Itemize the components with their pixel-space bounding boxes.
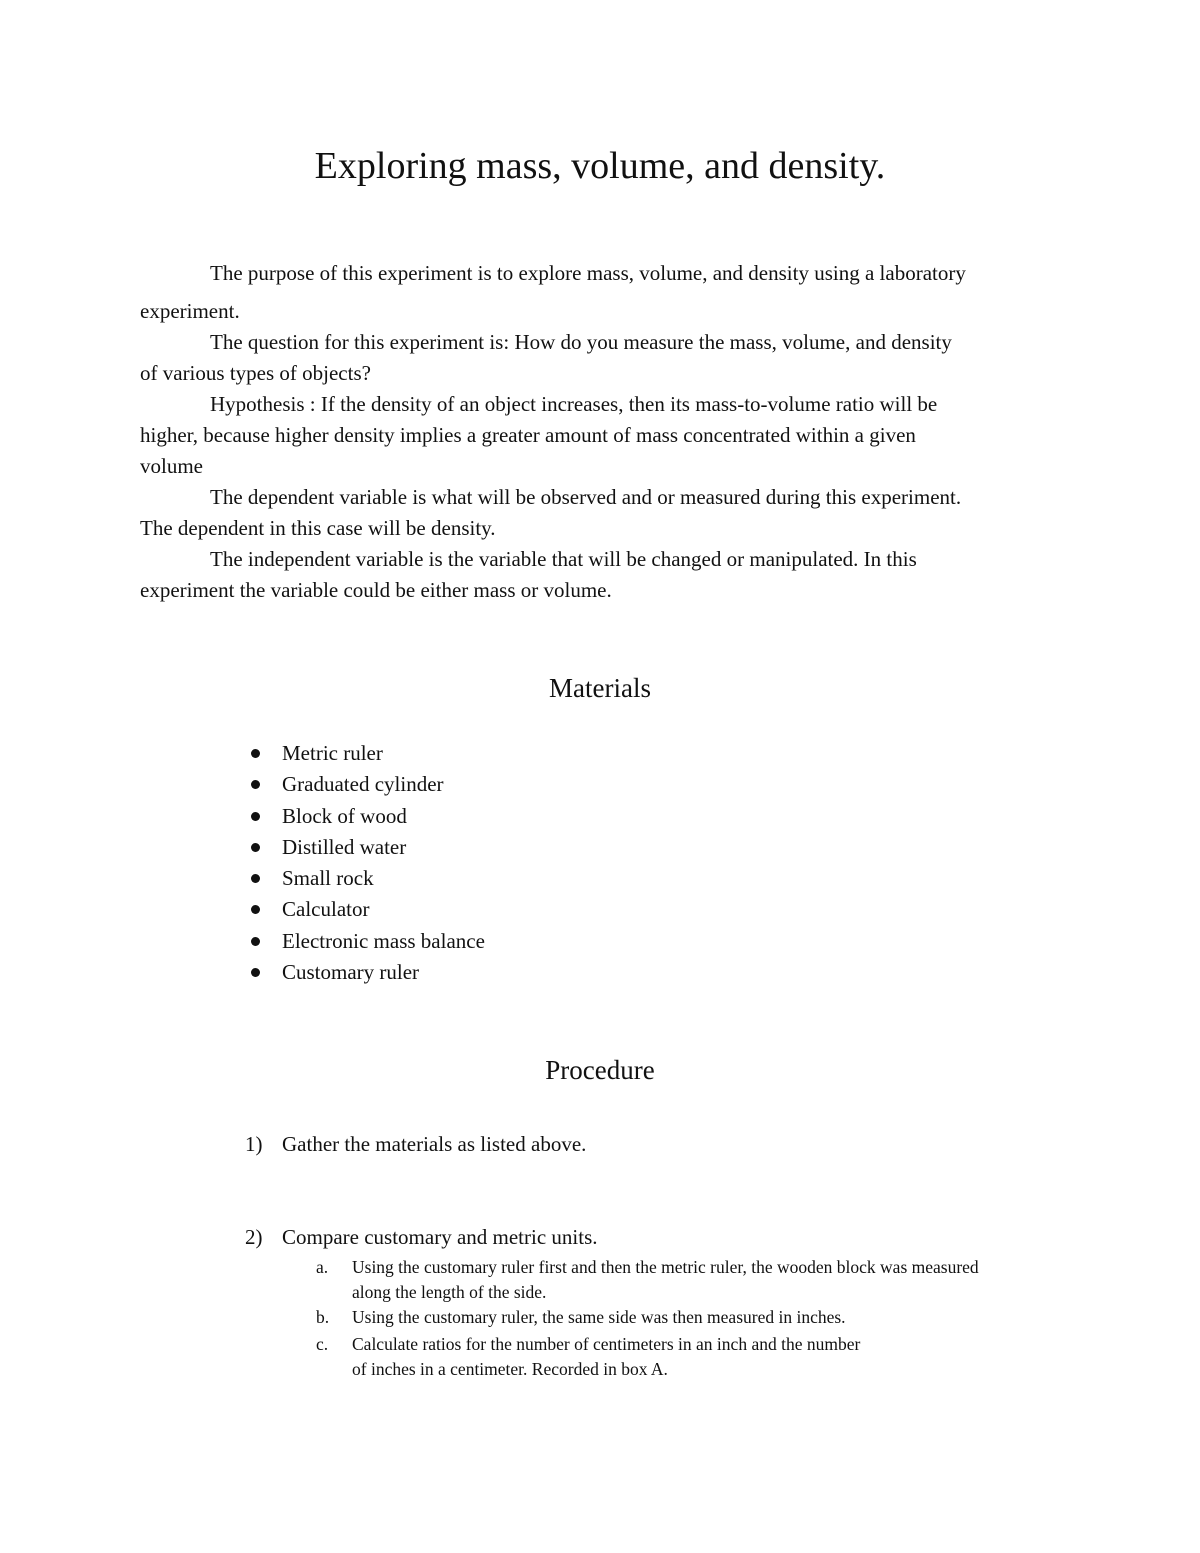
bullet-icon xyxy=(251,905,260,914)
hypothesis-line-3: volume xyxy=(140,454,203,478)
material-label: Graduated cylinder xyxy=(282,772,444,797)
material-label: Metric ruler xyxy=(282,741,383,765)
bullet-icon xyxy=(251,812,260,821)
bullet-icon xyxy=(251,874,260,883)
question-line-1: The question for this experiment is: How do you measure the mass, volume, and density xyxy=(210,330,952,354)
list-item xyxy=(245,832,485,863)
procedure-heading: Procedure xyxy=(545,1055,655,1085)
question-paragraph-cont xyxy=(140,358,1065,389)
dependent-variable-paragraph xyxy=(140,482,1065,513)
material-label: Electronic mass balance xyxy=(282,928,485,953)
material-label: Small rock xyxy=(282,866,374,891)
substep-text xyxy=(352,1255,1072,1305)
bullet-icon xyxy=(251,937,260,946)
list-item xyxy=(245,894,485,925)
substep-line-1: Using the customary ruler first and then the metric ruler, the wooden block was measured xyxy=(352,1257,979,1277)
document-title: Exploring mass, volume, and density. xyxy=(314,145,886,187)
purpose-line-1: The purpose of this experiment is to explore mass, volume, and density using a laboratory xyxy=(210,261,966,285)
substep-line-1: Calculate ratios for the number of centimeters in an inch and the number xyxy=(352,1334,861,1354)
bullet-icon xyxy=(251,749,260,758)
hypothesis-line-1: Hypothesis : If the density of an object increases, then its mass-to-volume ratio will be xyxy=(210,392,938,416)
independent-variable-paragraph-cont xyxy=(140,575,1065,606)
list-item xyxy=(245,738,485,769)
step-text: Compare customary and metric units. xyxy=(282,1225,598,1249)
independent-variable-paragraph xyxy=(140,544,1065,575)
hypothesis-paragraph-end xyxy=(140,451,1065,482)
step-number: 2) xyxy=(245,1225,263,1249)
hypothesis-paragraph xyxy=(140,389,1065,420)
substep-letter: b. xyxy=(316,1307,330,1327)
purpose-paragraph xyxy=(140,258,1065,289)
material-label: Customary ruler xyxy=(282,960,420,985)
bullet-icon xyxy=(251,843,260,852)
hypothesis-paragraph-cont xyxy=(140,420,1065,451)
material-label: Block of wood xyxy=(282,803,407,828)
question-paragraph xyxy=(140,327,1065,358)
independent-line-2: experiment the variable could be either mass or volume. xyxy=(140,578,612,602)
materials-heading: Materials xyxy=(549,673,651,703)
bullet-icon xyxy=(251,968,260,977)
step-number: 1) xyxy=(245,1132,263,1156)
materials-list xyxy=(245,738,485,988)
hypothesis-line-2: higher, because higher density implies a greater amount of mass concentrated within a given xyxy=(140,423,916,447)
list-item xyxy=(245,863,485,894)
substep-line-2: along the length of the side. xyxy=(352,1282,547,1302)
step-text: Gather the materials as listed above. xyxy=(282,1132,587,1156)
substep-text xyxy=(352,1305,1072,1330)
material-label: Calculator xyxy=(282,897,370,922)
material-label: Distilled water xyxy=(282,834,407,859)
substep-line-1: Using the customary ruler, the same side was then measured in inches. xyxy=(352,1307,846,1327)
dependent-variable-paragraph-cont xyxy=(140,513,1065,544)
list-item xyxy=(245,926,485,957)
substep-line-2: of inches in a centimeter. Recorded in box A. xyxy=(352,1359,668,1379)
purpose-line-2: experiment. xyxy=(140,299,240,323)
question-line-2: of various types of objects? xyxy=(140,361,371,385)
substep-text xyxy=(352,1332,1072,1382)
substep-letter: a. xyxy=(316,1257,329,1277)
dependent-line-1: The dependent variable is what will be observed and or measured during this experiment. xyxy=(210,485,962,509)
purpose-paragraph-cont xyxy=(140,296,1065,327)
dependent-line-2: The dependent in this case will be density. xyxy=(140,516,496,540)
bullet-icon xyxy=(251,780,260,789)
list-item xyxy=(245,801,485,832)
substep-letter: c. xyxy=(316,1334,329,1354)
independent-line-1: The independent variable is the variable that will be changed or manipulated. In this xyxy=(210,547,917,571)
list-item xyxy=(245,769,485,800)
list-item xyxy=(245,957,485,988)
